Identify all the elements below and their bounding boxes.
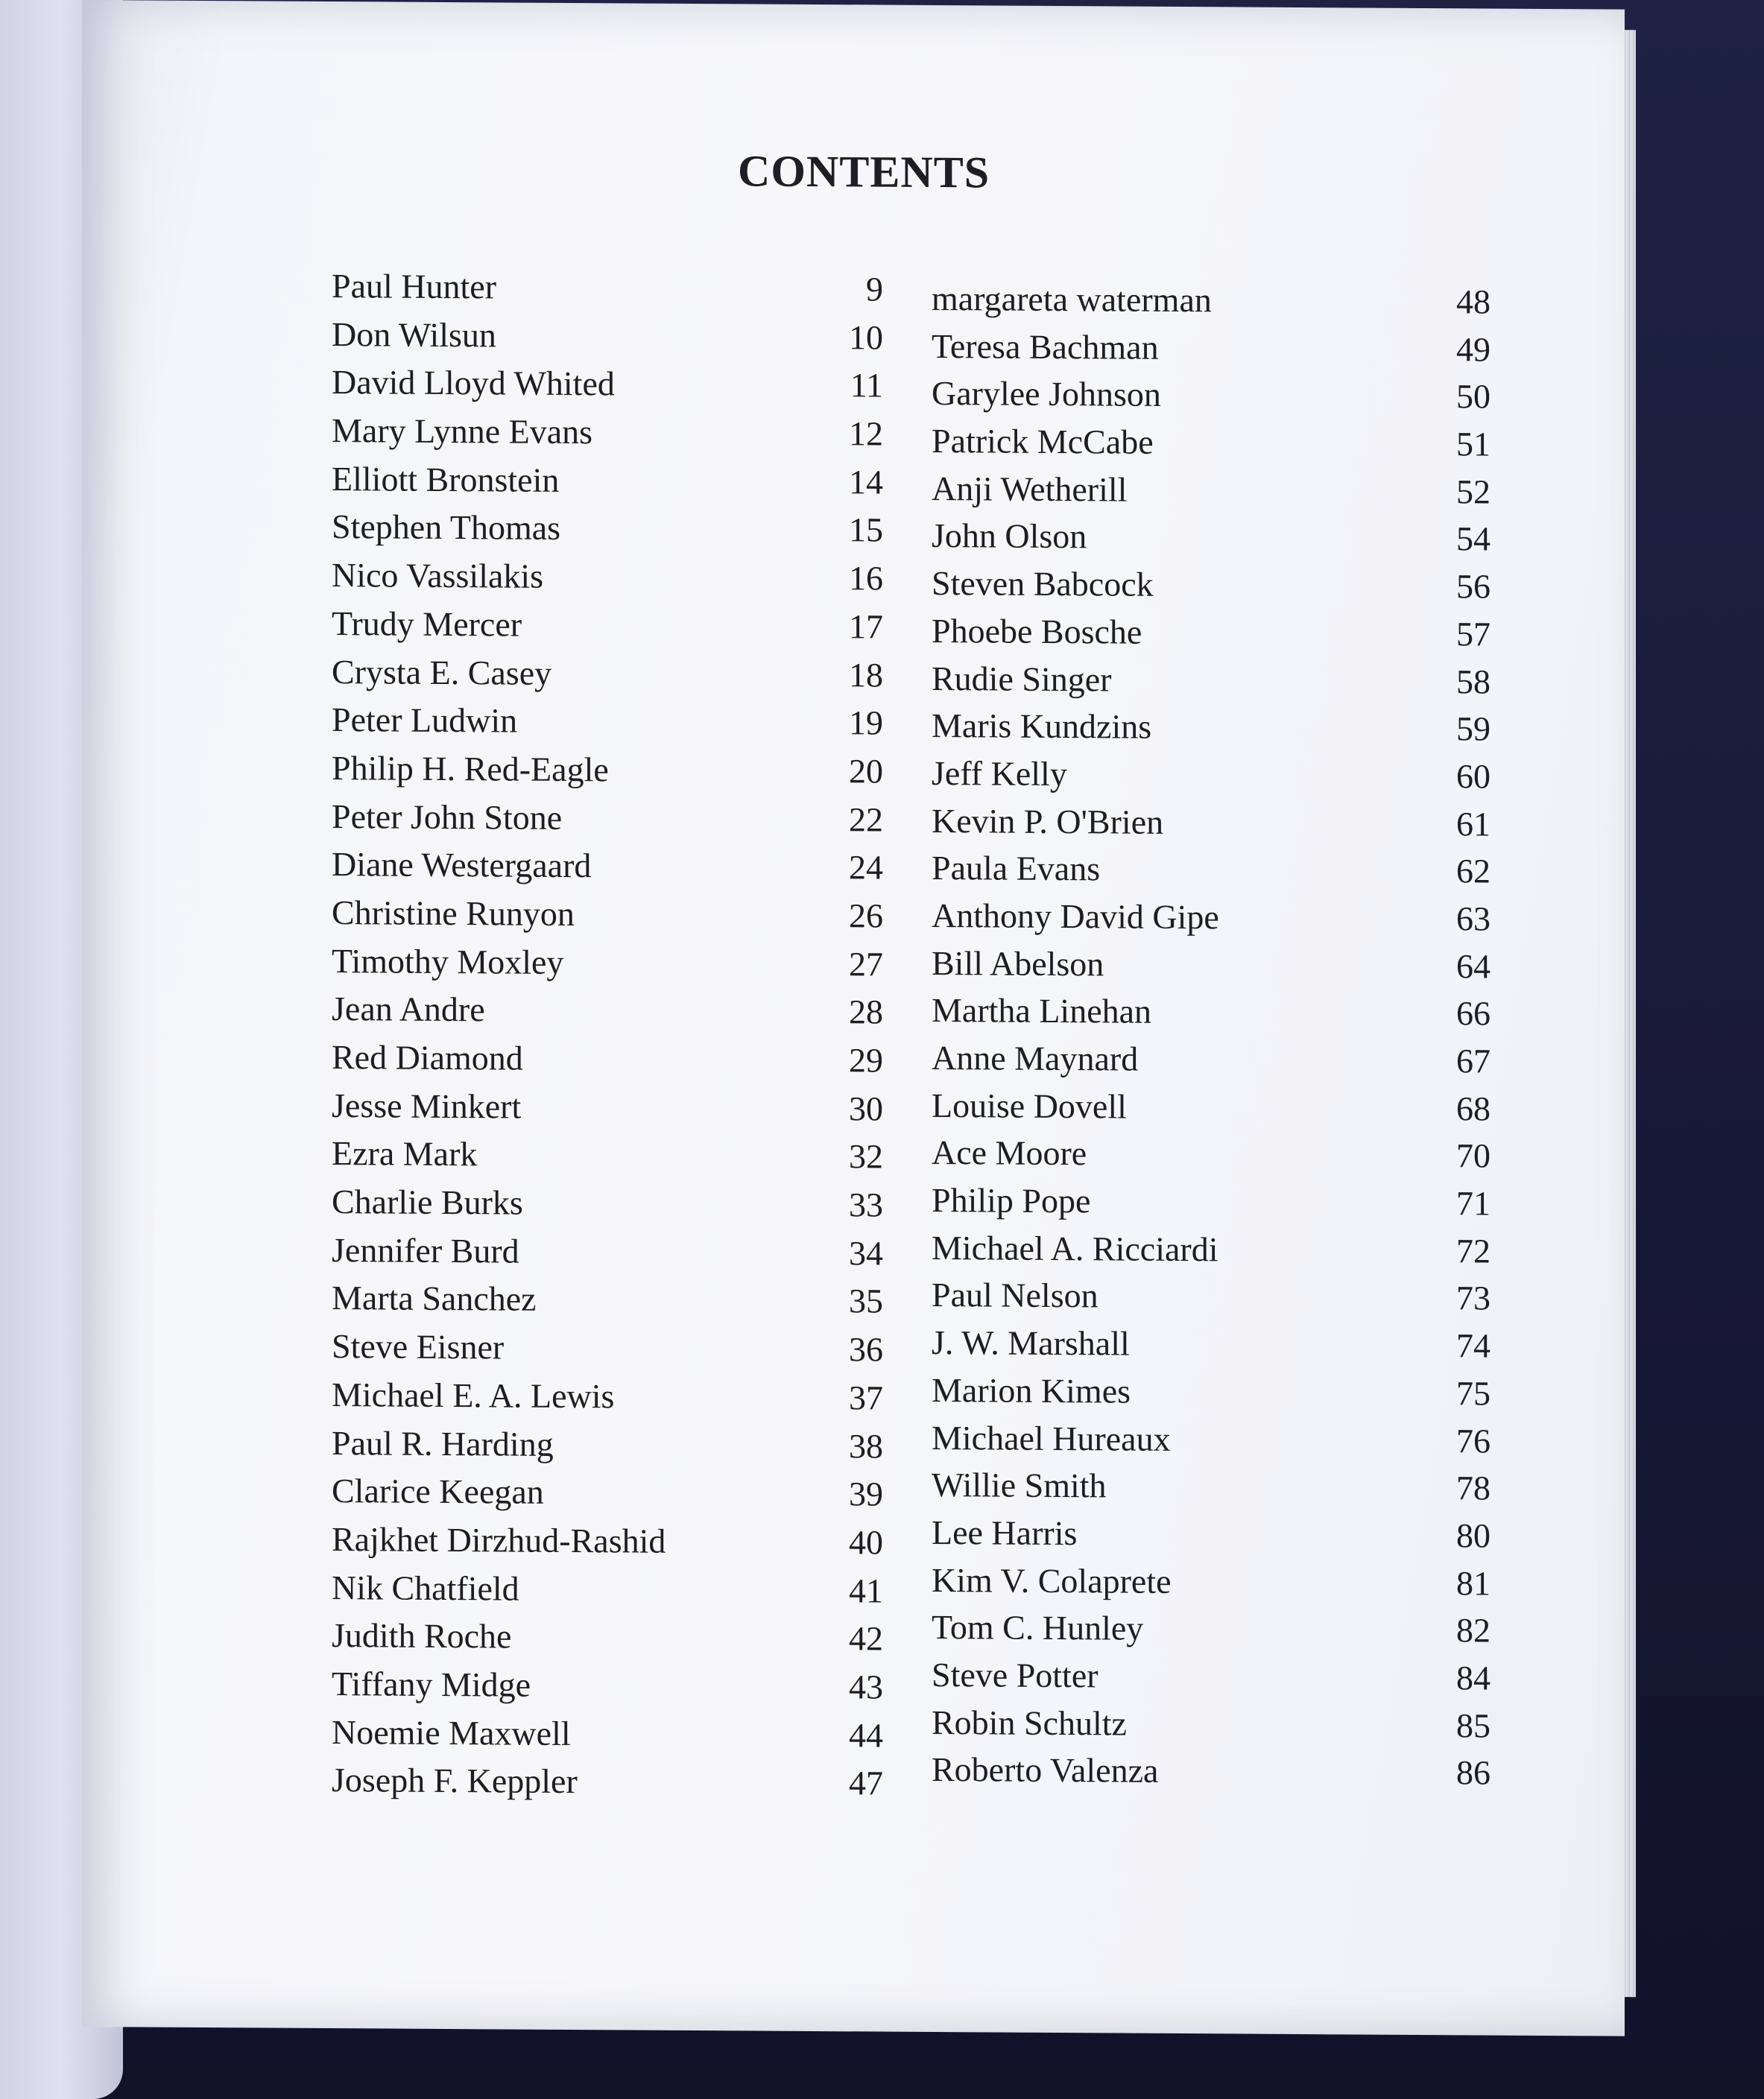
author-name: Kevin P. O'Brien bbox=[932, 801, 1164, 841]
page-number: 36 bbox=[849, 1330, 883, 1369]
author-name: Crysta E. Casey bbox=[332, 652, 552, 692]
page-number: 15 bbox=[849, 510, 883, 550]
author-name: Anne Maynard bbox=[932, 1038, 1139, 1078]
author-name: Marta Sanchez bbox=[332, 1279, 537, 1319]
contents-entry bbox=[932, 607, 1490, 658]
page-number: 33 bbox=[849, 1185, 883, 1224]
author-name: Joseph F. Keppler bbox=[332, 1761, 578, 1801]
author-name: Marion Kimes bbox=[932, 1370, 1131, 1411]
contents-entry bbox=[932, 1271, 1490, 1322]
page-number: 84 bbox=[1456, 1659, 1490, 1697]
contents-entry bbox=[332, 455, 883, 507]
contents-entry bbox=[932, 702, 1490, 753]
page-number: 40 bbox=[849, 1523, 883, 1562]
page-number: 44 bbox=[849, 1715, 883, 1755]
contents-entry bbox=[932, 1413, 1490, 1464]
contents-entry bbox=[332, 696, 883, 747]
contents-entry bbox=[932, 1651, 1490, 1702]
page-number: 34 bbox=[849, 1234, 883, 1273]
author-name: Garylee Johnson bbox=[932, 374, 1161, 414]
page-number: 85 bbox=[1456, 1706, 1490, 1745]
author-name: Christine Runyon bbox=[332, 893, 575, 933]
contents-entry bbox=[932, 1177, 1490, 1227]
contents-entry bbox=[332, 407, 883, 458]
author-name: Judith Roche bbox=[332, 1616, 512, 1656]
page-number: 32 bbox=[849, 1137, 883, 1176]
contents-entry bbox=[932, 987, 1490, 1037]
page-number: 28 bbox=[849, 992, 883, 1031]
page-number: 76 bbox=[1456, 1421, 1490, 1460]
contents-entry bbox=[932, 1509, 1490, 1560]
author-name: Ace Moore bbox=[932, 1133, 1087, 1173]
page-number: 66 bbox=[1456, 994, 1490, 1033]
author-name: Tiffany Midge bbox=[332, 1664, 531, 1704]
contents-entry bbox=[332, 1660, 883, 1712]
page-number: 82 bbox=[1456, 1611, 1490, 1650]
page-number: 38 bbox=[849, 1426, 883, 1466]
author-name: Ezra Mark bbox=[332, 1134, 478, 1174]
contents-entry bbox=[332, 503, 883, 554]
author-name: Phoebe Bosche bbox=[932, 611, 1142, 651]
contents-entry bbox=[332, 1419, 883, 1471]
contents-entry bbox=[332, 1323, 883, 1374]
author-name: Kim V. Colaprete bbox=[932, 1560, 1172, 1601]
contents-entry bbox=[932, 844, 1490, 895]
author-name: Elliott Bronstein bbox=[332, 459, 560, 499]
author-name: Willie Smith bbox=[932, 1466, 1107, 1505]
page-number: 50 bbox=[1456, 377, 1490, 416]
contents-entry bbox=[932, 323, 1490, 373]
contents-entry bbox=[932, 1367, 1490, 1417]
author-name: Nico Vassilakis bbox=[332, 556, 544, 595]
page-number: 26 bbox=[849, 896, 883, 935]
page-number: 24 bbox=[849, 848, 883, 887]
contents-entry bbox=[332, 648, 883, 700]
author-name: Philip H. Red-Eagle bbox=[332, 748, 609, 789]
contents-entry bbox=[332, 1226, 883, 1278]
contents-entry bbox=[932, 1603, 1490, 1654]
author-name: Mary Lynne Evans bbox=[332, 411, 593, 452]
author-name: Philip Pope bbox=[932, 1181, 1091, 1221]
contents-entry bbox=[332, 889, 883, 940]
page-number: 30 bbox=[849, 1089, 883, 1128]
page-number: 68 bbox=[1456, 1089, 1490, 1128]
page-number: 35 bbox=[849, 1282, 883, 1321]
page-number: 41 bbox=[849, 1571, 883, 1610]
contents-entry bbox=[332, 985, 883, 1036]
contents-entry bbox=[932, 1461, 1490, 1512]
page-number: 56 bbox=[1456, 567, 1490, 606]
author-name: Clarice Keegan bbox=[332, 1472, 544, 1511]
author-name: Rudie Singer bbox=[932, 659, 1112, 698]
author-name: Red Diamond bbox=[332, 1038, 523, 1077]
page-number: 47 bbox=[849, 1764, 883, 1802]
contents-entry bbox=[932, 1319, 1490, 1370]
contents-entry bbox=[332, 1516, 883, 1567]
page-number: 9 bbox=[866, 270, 883, 308]
page-number: 64 bbox=[1456, 946, 1490, 986]
author-name: Paul Nelson bbox=[932, 1276, 1098, 1315]
author-name: Paul R. Harding bbox=[332, 1423, 554, 1463]
page-number: 49 bbox=[1456, 329, 1490, 369]
author-name: Michael E. A. Lewis bbox=[332, 1375, 615, 1416]
page-number: 73 bbox=[1456, 1279, 1490, 1317]
page-number: 42 bbox=[849, 1619, 883, 1658]
contents-entry bbox=[332, 311, 883, 362]
contents-entry bbox=[932, 417, 1490, 468]
contents-entry bbox=[932, 370, 1490, 420]
author-name: Jean Andre bbox=[332, 990, 485, 1029]
contents-entry bbox=[332, 1130, 883, 1181]
contents-entry bbox=[932, 512, 1490, 563]
page-number: 70 bbox=[1456, 1136, 1490, 1175]
contents-entry bbox=[332, 793, 883, 844]
contents-entry bbox=[332, 1709, 883, 1760]
page-number: 58 bbox=[1456, 662, 1490, 701]
page-number: 29 bbox=[849, 1041, 883, 1080]
contents-entry bbox=[932, 940, 1490, 990]
contents-entry bbox=[932, 1082, 1490, 1133]
contents-entry bbox=[332, 1371, 883, 1422]
author-name: John Olson bbox=[932, 516, 1087, 556]
author-name: Michael Hureaux bbox=[932, 1418, 1171, 1458]
contents-entry bbox=[332, 1612, 883, 1663]
page-number: 78 bbox=[1456, 1469, 1490, 1507]
contents-entry bbox=[332, 937, 883, 989]
author-name: Bill Abelson bbox=[932, 943, 1104, 984]
page-number: 20 bbox=[849, 752, 883, 791]
contents-entry bbox=[332, 1178, 883, 1229]
contents-entry bbox=[932, 797, 1490, 848]
contents-entry bbox=[332, 262, 883, 314]
page-number: 54 bbox=[1456, 519, 1490, 558]
contents-entry bbox=[332, 1033, 883, 1085]
book-page bbox=[82, 0, 1625, 2036]
page-number: 63 bbox=[1456, 899, 1490, 938]
page-number: 11 bbox=[850, 366, 883, 405]
author-name: Tom C. Hunley bbox=[932, 1608, 1144, 1647]
author-name: Jeff Kelly bbox=[932, 753, 1067, 793]
page-number: 60 bbox=[1456, 757, 1490, 796]
page-number: 71 bbox=[1456, 1184, 1490, 1223]
page-title: CONTENTS bbox=[738, 146, 990, 197]
author-name: Paula Evans bbox=[932, 849, 1101, 888]
contents-entry bbox=[932, 1557, 1490, 1607]
page-number: 74 bbox=[1456, 1326, 1490, 1365]
author-name: Roberto Valenza bbox=[932, 1750, 1159, 1791]
contents-entry bbox=[932, 654, 1490, 705]
page-number: 67 bbox=[1456, 1042, 1490, 1080]
page-number: 80 bbox=[1456, 1516, 1490, 1555]
author-name: Peter John Stone bbox=[332, 797, 563, 837]
page-number: 37 bbox=[849, 1378, 883, 1417]
contents-entry bbox=[932, 275, 1490, 326]
contents-entry bbox=[332, 1467, 883, 1519]
author-name: Anthony David Gipe bbox=[932, 896, 1219, 937]
page-number: 72 bbox=[1456, 1232, 1490, 1270]
contents-entry bbox=[332, 1274, 883, 1326]
contents-entry bbox=[332, 1756, 883, 1808]
author-name: Patrick McCabe bbox=[932, 422, 1154, 461]
author-name: Anji Wetherill bbox=[932, 469, 1128, 509]
author-name: Paul Hunter bbox=[332, 267, 497, 306]
contents-entry bbox=[932, 1129, 1490, 1180]
contents-entry bbox=[932, 1224, 1490, 1275]
page-number: 19 bbox=[849, 703, 883, 742]
page-number: 81 bbox=[1456, 1563, 1490, 1603]
author-name: margareta waterman bbox=[932, 279, 1212, 320]
page-number: 59 bbox=[1456, 709, 1490, 748]
page-number: 14 bbox=[849, 463, 883, 501]
page-number: 43 bbox=[849, 1668, 883, 1706]
author-name: Don Wilsun bbox=[332, 314, 496, 355]
contents-column-left bbox=[332, 262, 883, 1808]
author-name: Trudy Mercer bbox=[332, 604, 522, 644]
author-name: Timothy Moxley bbox=[332, 941, 564, 981]
contents-entry bbox=[332, 840, 883, 892]
author-name: Diane Westergaard bbox=[332, 845, 592, 885]
page-number: 75 bbox=[1456, 1374, 1490, 1413]
author-name: Martha Linehan bbox=[932, 991, 1152, 1031]
page-number: 62 bbox=[1456, 852, 1490, 890]
author-name: Steven Babcock bbox=[932, 564, 1154, 604]
page-number: 48 bbox=[1456, 282, 1490, 321]
contents-entry bbox=[332, 600, 883, 651]
contents-entry bbox=[932, 1746, 1490, 1796]
author-name: Steve Potter bbox=[932, 1655, 1098, 1695]
contents-entry bbox=[932, 1699, 1490, 1750]
page-number: 22 bbox=[849, 800, 883, 839]
page-number: 86 bbox=[1456, 1753, 1490, 1792]
author-name: Jennifer Burd bbox=[332, 1230, 519, 1270]
contents-entry bbox=[332, 744, 883, 796]
author-name: Maris Kundzins bbox=[932, 706, 1152, 746]
contents-entry bbox=[932, 892, 1490, 943]
author-name: Stephen Thomas bbox=[332, 507, 561, 548]
contents-entry bbox=[332, 551, 883, 603]
page-number: 12 bbox=[849, 414, 883, 453]
author-name: Michael A. Ricciardi bbox=[932, 1228, 1218, 1269]
page-number: 61 bbox=[1456, 804, 1490, 843]
author-name: Peter Ludwin bbox=[332, 700, 518, 740]
contents-entry bbox=[932, 750, 1490, 800]
author-name: Rajkhet Dirzhud-Rashid bbox=[332, 1519, 666, 1560]
author-name: Steve Eisner bbox=[332, 1327, 505, 1367]
page-number: 52 bbox=[1456, 472, 1490, 511]
author-name: J. W. Marshall bbox=[932, 1323, 1130, 1363]
contents-entry bbox=[932, 560, 1490, 610]
author-name: Jesse Minkert bbox=[332, 1086, 522, 1126]
contents-entry bbox=[332, 1082, 883, 1133]
author-name: Nik Chatfield bbox=[332, 1568, 519, 1608]
contents-entry bbox=[932, 465, 1490, 516]
author-name: Robin Schultz bbox=[932, 1703, 1127, 1743]
contents-entry bbox=[332, 1564, 883, 1615]
page-number: 51 bbox=[1456, 425, 1490, 463]
page-number: 27 bbox=[849, 944, 883, 984]
contents-column-right bbox=[932, 275, 1490, 1797]
author-name: Louise Dovell bbox=[932, 1086, 1127, 1126]
author-name: Teresa Bachman bbox=[932, 326, 1159, 367]
page-number: 18 bbox=[849, 655, 883, 694]
contents-entry bbox=[932, 1034, 1490, 1085]
page-number: 10 bbox=[849, 317, 883, 357]
author-name: David Lloyd Whited bbox=[332, 363, 615, 403]
page-number: 39 bbox=[849, 1475, 883, 1513]
author-name: Lee Harris bbox=[932, 1513, 1078, 1553]
author-name: Charlie Burks bbox=[332, 1183, 523, 1222]
page-number: 17 bbox=[849, 607, 883, 646]
author-name: Noemie Maxwell bbox=[332, 1712, 571, 1753]
contents-entry bbox=[332, 358, 883, 410]
page-number: 16 bbox=[849, 559, 883, 598]
table-of-contents bbox=[82, 0, 1625, 2036]
page-number: 57 bbox=[1456, 615, 1490, 653]
